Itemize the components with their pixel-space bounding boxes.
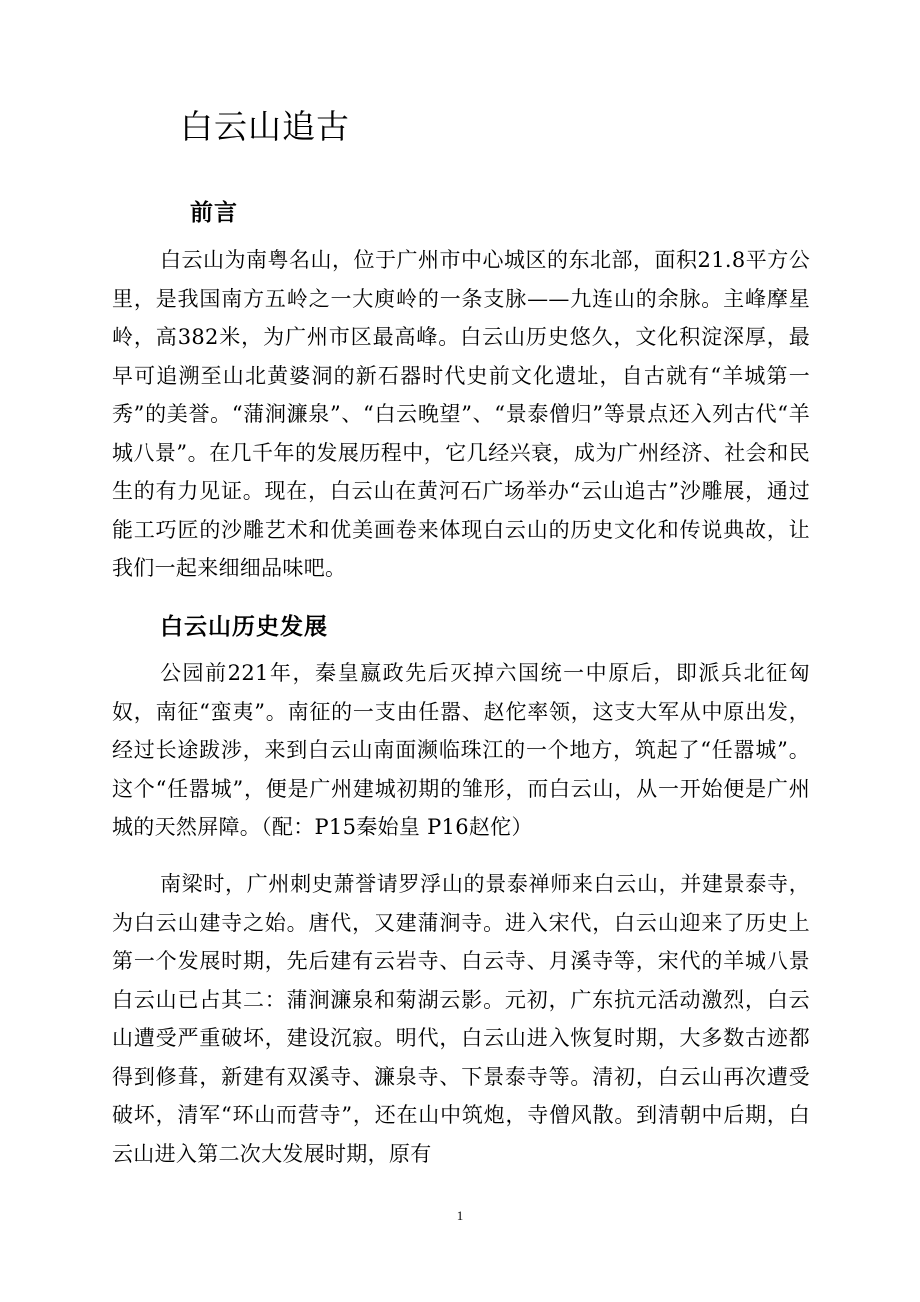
page-number: 1 xyxy=(456,1208,464,1223)
paragraph-history-1: 公园前221年，秦皇嬴政先后灭掉六国统一中原后，即派兵北征匈奴，南征“蛮夷”。南征的一支由任嚣、赵佗率领，这支大军从中原出发，经过长途跋涉，来到白云山南面濒临珠江的一个地方，筑起了“任嚣城”。这个“任嚣城”，便是广州建城初期的雏形，而白云山，从一开始便是广州城的天然屏障。（配：P15秦始皇 P16赵佗） xyxy=(112,661,810,839)
paragraph-preface: 白云山为南粤名山，位于广州市中心城区的东北部，面积21.8平方公里，是我国南方五岭之一大庾岭的一条支脉——九连山的余脉。主峰摩星岭，高382米，为广州市区最高峰。白云山历史悠久，文化积淀深厚，最早可追溯至山北黄婆洞的新石器时代史前文化遗址，自古就有“羊城第一秀”的美誉。“蒲涧濂泉”、“白云晚望”、“景泰僧归”等景点还入列古代“羊城八景”。在几千年的发展历程中，它几经兴衰，成为广州经济、社会和民生的有力见证。现在，白云山在黄河石广场举办“云山追古”沙雕展，通过能工巧匠的沙雕艺术和优美画卷来体现白云山的历史文化和传说典故，让我们一起来细细品味吧。 xyxy=(112,248,810,580)
paragraph-history-2: 南梁时，广州刺史萧誉请罗浮山的景泰禅师来白云山，并建景泰寺，为白云山建寺之始。唐代，又建蒲涧寺。进入宋代，白云山迎来了历史上第一个发展时期，先后建有云岩寺、白云寺、月溪寺等，宋代的羊城八景白云山已占其二：蒲涧濂泉和菊湖云影。元初，广东抗元活动激烈，白云山遭受严重破坏，建设沉寂。明代，白云山进入恢复时期，大多数古迹都得到修葺，新建有双溪寺、濂泉寺、下景泰寺等。清初，白云山再次遭受破坏，清军“环山而营寺”，还在山中筑炮，寺僧风散。到清朝中后期，白云山进入第二次大发展时期，原有 xyxy=(112,872,810,1166)
section-heading-history: 白云山历史发展 xyxy=(160,614,328,640)
section-heading-preface: 前言 xyxy=(190,200,238,226)
document-title: 白云山追古 xyxy=(180,107,350,146)
